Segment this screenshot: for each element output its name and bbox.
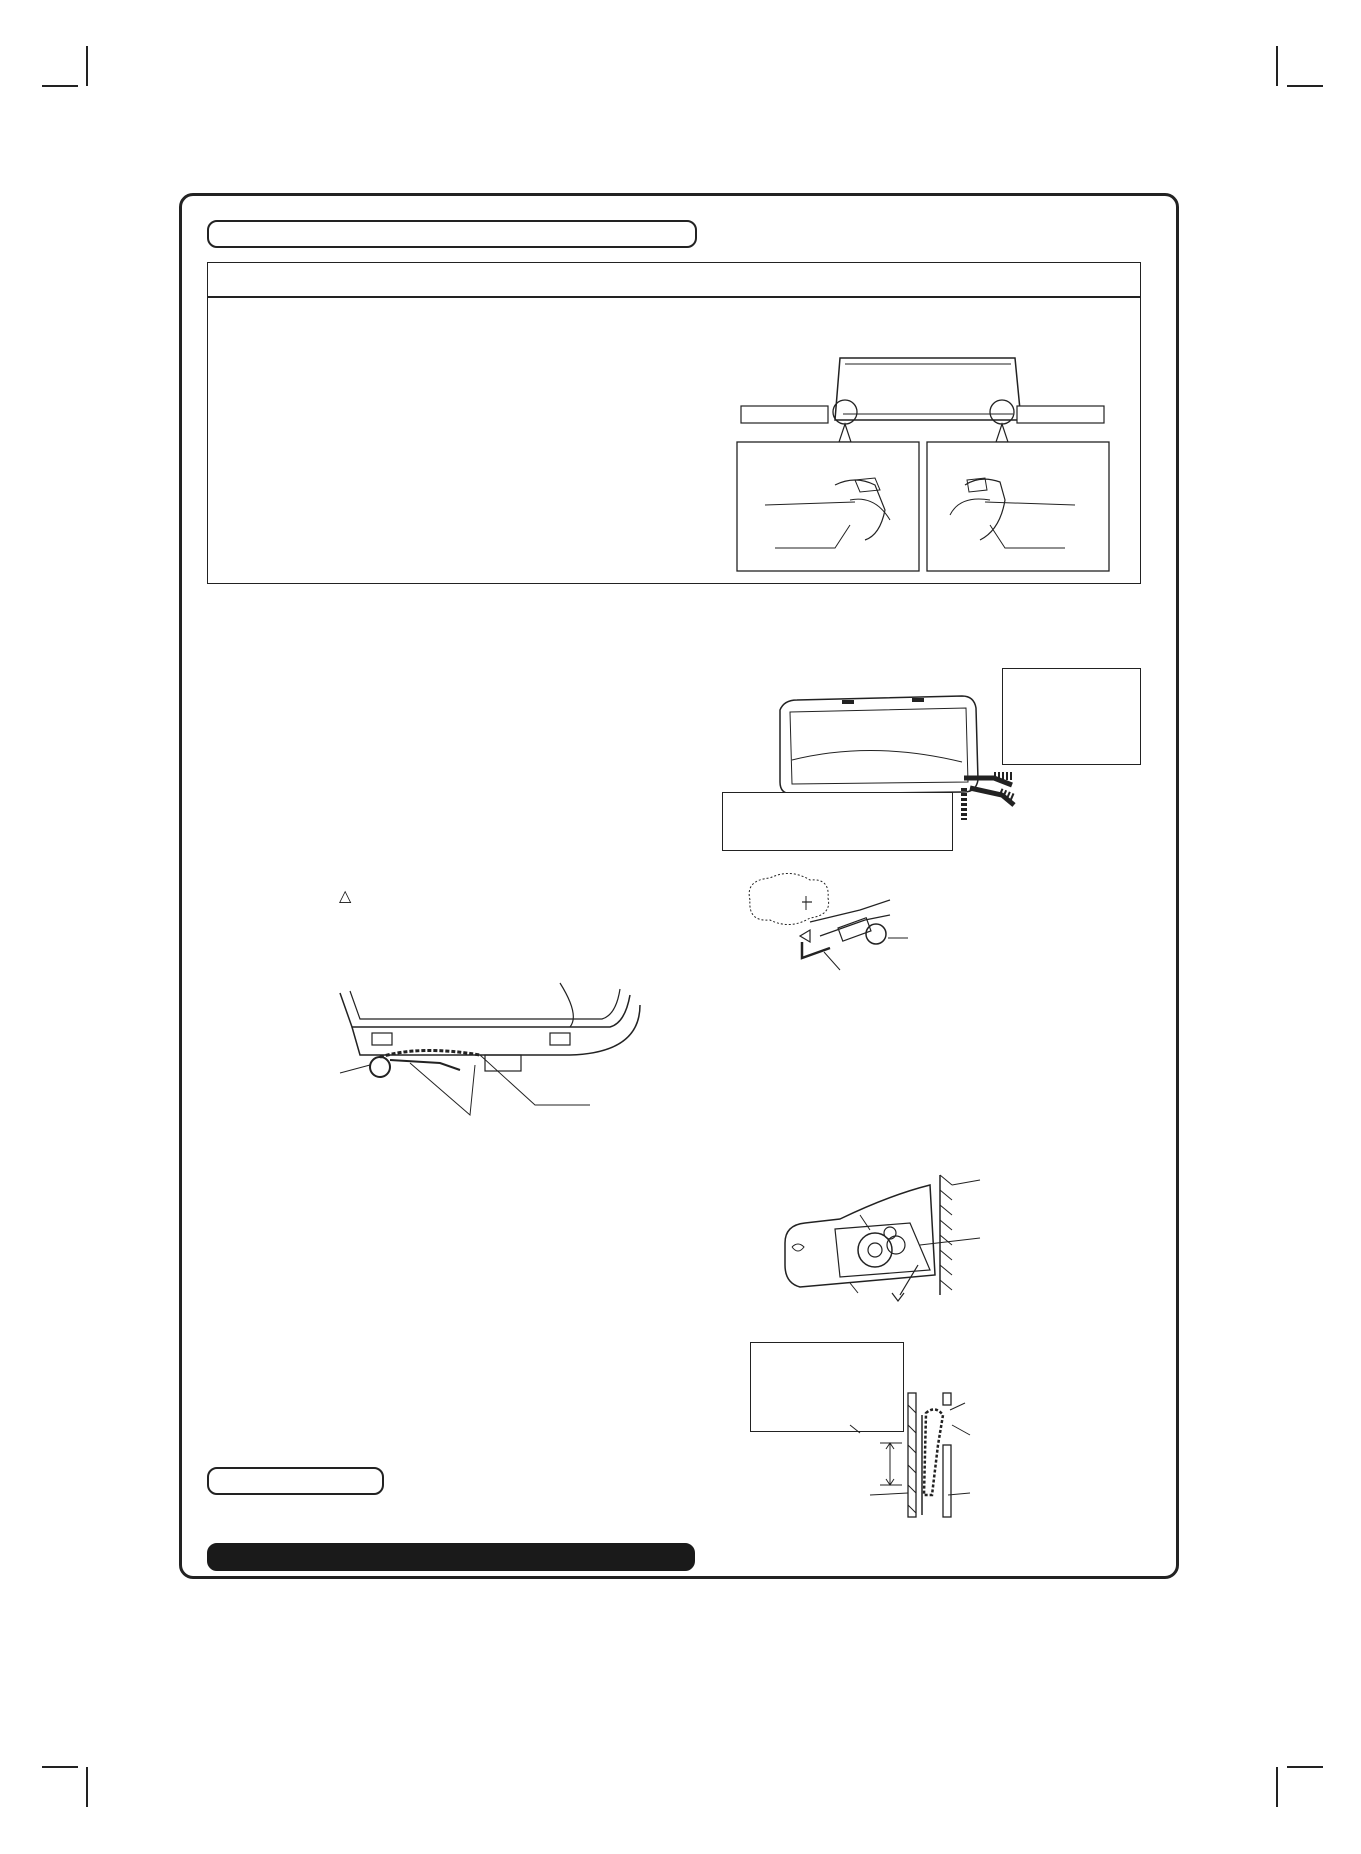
footer-header-pill: [207, 1467, 384, 1495]
crop-mark-br-h: [1287, 1766, 1323, 1768]
unit-bottom-drain-figure: [330, 975, 650, 1125]
section-header-pill: [207, 220, 697, 248]
crop-mark-br-v: [1276, 1767, 1278, 1807]
unit-front-figure: [735, 350, 1115, 575]
piping-note-box: [722, 792, 953, 851]
crop-mark-bl-h: [42, 1766, 78, 1768]
crop-mark-tr-v: [1276, 46, 1278, 86]
wall-pass-through-figure: [840, 1385, 990, 1525]
caution-triangle-icon: △: [339, 888, 352, 905]
info-panel-header-divider: [207, 296, 1141, 298]
wall-section-figure: [780, 1175, 990, 1310]
crop-mark-tl-h: [42, 85, 78, 87]
crop-mark-tr-h: [1287, 85, 1323, 87]
dark-banner: [207, 1543, 695, 1571]
hex-key-detail-figure: [740, 870, 940, 990]
crop-mark-tl-v: [86, 46, 88, 86]
side-note-box: [1002, 668, 1141, 765]
crop-mark-bl-v: [86, 1767, 88, 1807]
